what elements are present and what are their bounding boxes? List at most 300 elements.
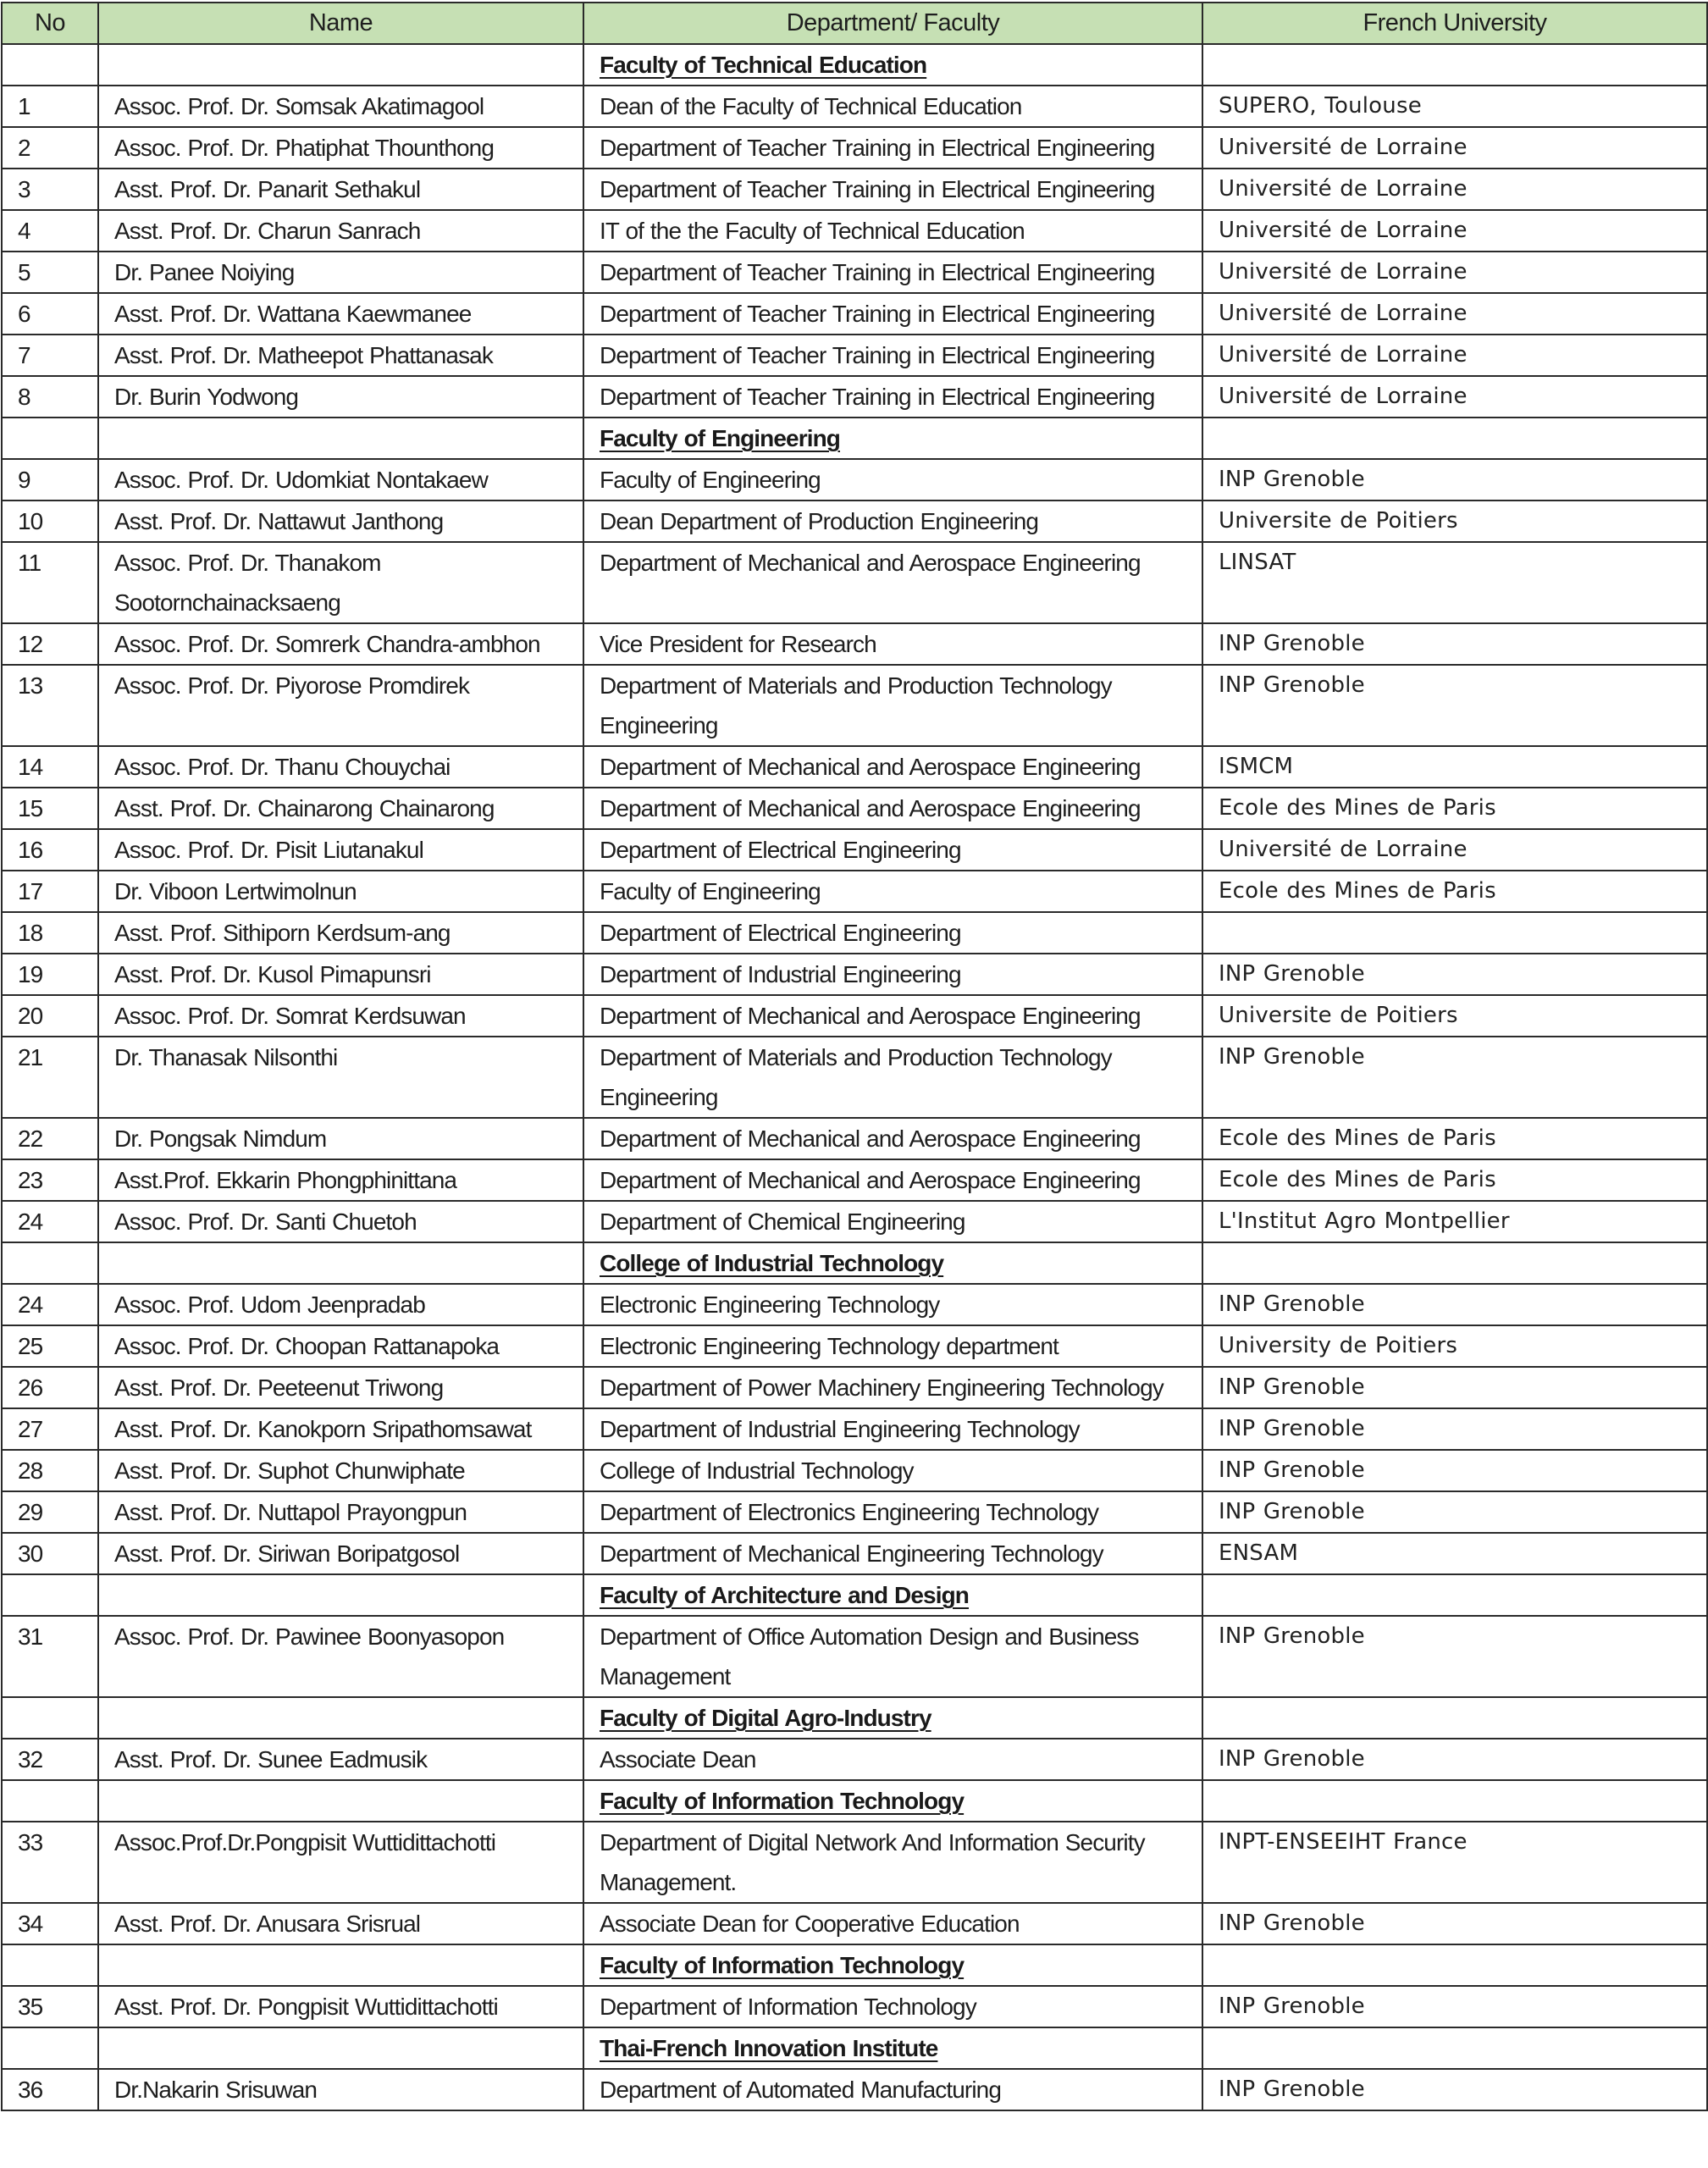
row-number: 3 bbox=[18, 176, 30, 202]
university-cell bbox=[1202, 86, 1707, 127]
section-no-cell bbox=[2, 2027, 98, 2069]
name-cell bbox=[98, 829, 583, 871]
name-cell bbox=[98, 788, 583, 829]
table-row bbox=[2, 912, 1707, 954]
french-university: Université de Lorraine bbox=[1219, 837, 1468, 862]
department-cell bbox=[583, 1325, 1202, 1367]
row-number: 4 bbox=[18, 218, 30, 244]
section-no-cell bbox=[2, 1697, 98, 1739]
department-cell bbox=[583, 746, 1202, 788]
header-row bbox=[2, 3, 1707, 44]
section-row bbox=[2, 1574, 1707, 1616]
university-cell bbox=[1202, 1822, 1707, 1903]
person-name: Asst. Prof. Dr. Sunee Eadmusik bbox=[114, 1746, 428, 1773]
person-name: Assoc. Prof. Dr. Thanu Chouychai bbox=[114, 754, 450, 780]
table-row bbox=[2, 2069, 1707, 2110]
department-cell bbox=[583, 1159, 1202, 1201]
section-row bbox=[2, 1697, 1707, 1739]
french-university: INP Grenoble bbox=[1219, 467, 1365, 492]
department-cell bbox=[583, 376, 1202, 418]
row-number: 24 bbox=[18, 1208, 43, 1235]
name-cell bbox=[98, 1822, 583, 1903]
no-cell bbox=[2, 1533, 98, 1574]
section-university-cell bbox=[1202, 1697, 1707, 1739]
no-cell bbox=[2, 210, 98, 252]
university-cell bbox=[1202, 871, 1707, 912]
row-number: 33 bbox=[18, 1829, 43, 1856]
section-row bbox=[2, 1242, 1707, 1284]
section-no-cell bbox=[2, 1574, 98, 1616]
section-name-cell bbox=[98, 2027, 583, 2069]
name-cell bbox=[98, 210, 583, 252]
person-name: Asst. Prof. Dr. Charun Sanrach bbox=[114, 218, 421, 244]
person-name: Dr. Viboon Lertwimolnun bbox=[114, 878, 357, 904]
section-title: Faculty of Information Technology bbox=[600, 1952, 965, 1978]
section-name-cell bbox=[98, 1780, 583, 1822]
person-name: Asst. Prof. Dr. Panarit Sethakul bbox=[114, 176, 421, 202]
university-cell bbox=[1202, 623, 1707, 665]
person-name: Dr. Thanasak Nilsonthi bbox=[114, 1044, 338, 1070]
row-number: 23 bbox=[18, 1167, 43, 1193]
row-number: 15 bbox=[18, 795, 43, 821]
university-cell bbox=[1202, 995, 1707, 1037]
french-university: INP Grenoble bbox=[1219, 1044, 1365, 1070]
section-title: College of Industrial Technology bbox=[600, 1250, 944, 1276]
name-cell bbox=[98, 871, 583, 912]
no-cell bbox=[2, 829, 98, 871]
person-name: Asst. Prof. Dr. Peeteenut Triwong bbox=[114, 1374, 444, 1401]
department-name: Department of Power Machinery Engineering Technology bbox=[600, 1374, 1164, 1401]
table-row bbox=[2, 871, 1707, 912]
university-cell bbox=[1202, 459, 1707, 501]
no-cell bbox=[2, 542, 98, 623]
no-cell bbox=[2, 665, 98, 746]
person-name: Assoc. Prof. Dr. Udomkiat Nontakaew bbox=[114, 467, 488, 493]
department-cell bbox=[583, 1616, 1202, 1697]
french-university: University de Poitiers bbox=[1219, 1333, 1458, 1358]
person-name: Asst.Prof. Ekkarin Phongphinittana bbox=[114, 1167, 457, 1193]
french-university: Université de Lorraine bbox=[1219, 342, 1468, 368]
university-cell bbox=[1202, 1284, 1707, 1325]
row-number: 31 bbox=[18, 1623, 43, 1650]
french-university: ISMCM bbox=[1219, 754, 1294, 779]
department-name: Electronic Engineering Technology bbox=[600, 1291, 940, 1318]
person-name: Assoc. Prof. Udom Jeenpradab bbox=[114, 1291, 425, 1318]
section-university-cell bbox=[1202, 2027, 1707, 2069]
department-name: Department of Teacher Training in Electrical Engineering bbox=[600, 384, 1155, 410]
french-university: Université de Lorraine bbox=[1219, 259, 1468, 285]
section-title-cell bbox=[583, 1697, 1202, 1739]
department-cell bbox=[583, 169, 1202, 210]
table-row bbox=[2, 1367, 1707, 1408]
french-university: INP Grenoble bbox=[1219, 1457, 1365, 1483]
no-cell bbox=[2, 127, 98, 169]
table-row bbox=[2, 501, 1707, 542]
table-row bbox=[2, 86, 1707, 127]
department-cell bbox=[583, 954, 1202, 995]
section-no-cell bbox=[2, 1780, 98, 1822]
department-cell bbox=[583, 1367, 1202, 1408]
table-row bbox=[2, 335, 1707, 376]
table-row bbox=[2, 1450, 1707, 1491]
university-cell bbox=[1202, 1450, 1707, 1491]
no-cell bbox=[2, 954, 98, 995]
department-name: Associate Dean for Cooperative Education bbox=[600, 1911, 1020, 1937]
person-name: Asst. Prof. Dr. Pongpisit Wuttidittachotti bbox=[114, 1994, 498, 2020]
row-number: 28 bbox=[18, 1457, 43, 1484]
name-cell bbox=[98, 293, 583, 335]
person-name: Assoc. Prof. Dr. Somsak Akatimagool bbox=[114, 93, 484, 119]
french-university: Universite de Poitiers bbox=[1219, 508, 1458, 534]
table-row bbox=[2, 252, 1707, 293]
french-university: INP Grenoble bbox=[1219, 2077, 1365, 2102]
department-name: Department of Teacher Training in Electrical Engineering bbox=[600, 176, 1155, 202]
name-cell bbox=[98, 1408, 583, 1450]
name-cell bbox=[98, 1903, 583, 1944]
row-number: 19 bbox=[18, 961, 43, 987]
section-university-cell bbox=[1202, 1944, 1707, 1986]
table-row bbox=[2, 1903, 1707, 1944]
person-name: Assoc. Prof. Dr. Choopan Rattanapoka bbox=[114, 1333, 500, 1359]
section-name-cell bbox=[98, 44, 583, 86]
section-title: Faculty of Architecture and Design bbox=[600, 1582, 970, 1608]
french-university: Universite de Poitiers bbox=[1219, 1003, 1458, 1028]
department-name: Department of Industrial Engineering Technology bbox=[600, 1416, 1080, 1442]
university-cell bbox=[1202, 1201, 1707, 1242]
person-name: Asst. Prof. Dr. Kanokporn Sripathomsawat bbox=[114, 1416, 532, 1442]
university-cell bbox=[1202, 1903, 1707, 1944]
department-name: Department of Teacher Training in Electrical Engineering bbox=[600, 135, 1155, 161]
row-number: 26 bbox=[18, 1374, 43, 1401]
person-name: Assoc. Prof. Dr. Somrerk Chandra-ambhon bbox=[114, 631, 540, 657]
department-name: Vice President for Research bbox=[600, 631, 876, 657]
university-cell bbox=[1202, 1325, 1707, 1367]
department-name: Department of Materials and Production Technology Engineering bbox=[600, 1044, 1112, 1110]
university-cell bbox=[1202, 665, 1707, 746]
no-cell bbox=[2, 252, 98, 293]
person-name: Asst. Prof. Dr. Nattawut Janthong bbox=[114, 508, 444, 534]
department-cell bbox=[583, 1533, 1202, 1574]
section-title-cell bbox=[583, 418, 1202, 459]
section-row bbox=[2, 44, 1707, 86]
university-cell bbox=[1202, 127, 1707, 169]
university-cell bbox=[1202, 252, 1707, 293]
section-no-cell bbox=[2, 1944, 98, 1986]
university-cell bbox=[1202, 1616, 1707, 1697]
row-number: 8 bbox=[18, 384, 30, 410]
section-title-cell bbox=[583, 1780, 1202, 1822]
no-cell bbox=[2, 169, 98, 210]
name-cell bbox=[98, 542, 583, 623]
name-cell bbox=[98, 169, 583, 210]
no-cell bbox=[2, 1616, 98, 1697]
name-cell bbox=[98, 376, 583, 418]
university-cell bbox=[1202, 501, 1707, 542]
no-cell bbox=[2, 995, 98, 1037]
department-cell bbox=[583, 1201, 1202, 1242]
row-number: 25 bbox=[18, 1333, 43, 1359]
table-row bbox=[2, 954, 1707, 995]
french-university: INP Grenoble bbox=[1219, 1994, 1365, 2019]
university-cell bbox=[1202, 1037, 1707, 1118]
person-name: Assoc. Prof. Dr. Pisit Liutanakul bbox=[114, 837, 423, 863]
row-number: 7 bbox=[18, 342, 30, 368]
no-cell bbox=[2, 1284, 98, 1325]
department-name: Associate Dean bbox=[600, 1746, 756, 1773]
table-row bbox=[2, 746, 1707, 788]
department-name: Department of Digital Network And Information Security Management. bbox=[600, 1829, 1145, 1895]
person-name: Asst. Prof. Dr. Chainarong Chainarong bbox=[114, 795, 495, 821]
person-name: Dr.Nakarin Srisuwan bbox=[114, 2077, 318, 2103]
name-cell bbox=[98, 335, 583, 376]
name-cell bbox=[98, 954, 583, 995]
university-cell bbox=[1202, 335, 1707, 376]
department-name: Faculty of Engineering bbox=[600, 467, 821, 493]
department-cell bbox=[583, 1284, 1202, 1325]
no-cell bbox=[2, 788, 98, 829]
university-cell bbox=[1202, 293, 1707, 335]
person-name: Assoc. Prof. Dr. Piyorose Promdirek bbox=[114, 672, 470, 699]
french-university: LINSAT bbox=[1219, 550, 1296, 575]
document-sheet bbox=[1, 2, 1706, 2111]
name-cell bbox=[98, 1325, 583, 1367]
department-cell bbox=[583, 1986, 1202, 2027]
french-university: SUPERO, Toulouse bbox=[1219, 93, 1422, 119]
table-row bbox=[2, 1201, 1707, 1242]
department-cell bbox=[583, 1408, 1202, 1450]
university-cell bbox=[1202, 542, 1707, 623]
section-no-cell bbox=[2, 44, 98, 86]
department-cell bbox=[583, 542, 1202, 623]
row-number: 17 bbox=[18, 878, 43, 904]
person-name: Asst. Prof. Dr. Siriwan Boripatgosol bbox=[114, 1540, 460, 1567]
department-cell bbox=[583, 1822, 1202, 1903]
name-cell bbox=[98, 623, 583, 665]
department-cell bbox=[583, 871, 1202, 912]
no-cell bbox=[2, 1201, 98, 1242]
table-row bbox=[2, 1118, 1707, 1159]
university-cell bbox=[1202, 210, 1707, 252]
row-number: 36 bbox=[18, 2077, 43, 2103]
name-cell bbox=[98, 459, 583, 501]
university-cell bbox=[1202, 746, 1707, 788]
name-cell bbox=[98, 86, 583, 127]
person-name: Assoc. Prof. Dr. Thanakom Sootornchainacksaeng bbox=[114, 550, 381, 616]
no-cell bbox=[2, 1491, 98, 1533]
section-title-cell bbox=[583, 2027, 1202, 2069]
no-cell bbox=[2, 746, 98, 788]
french-university: INP Grenoble bbox=[1219, 961, 1365, 987]
department-name: IT of the the Faculty of Technical Education bbox=[600, 218, 1025, 244]
no-cell bbox=[2, 501, 98, 542]
table-row bbox=[2, 1037, 1707, 1118]
name-cell bbox=[98, 1159, 583, 1201]
section-name-cell bbox=[98, 1944, 583, 1986]
name-cell bbox=[98, 665, 583, 746]
department-name: Department of Mechanical and Aerospace Engineering bbox=[600, 1003, 1141, 1029]
table-row bbox=[2, 1491, 1707, 1533]
no-cell bbox=[2, 912, 98, 954]
name-cell bbox=[98, 1616, 583, 1697]
department-cell bbox=[583, 623, 1202, 665]
table-row bbox=[2, 829, 1707, 871]
name-cell bbox=[98, 912, 583, 954]
section-name-cell bbox=[98, 1697, 583, 1739]
french-university: L'Institut Agro Montpellier bbox=[1219, 1208, 1510, 1234]
section-title: Faculty of Technical Education bbox=[600, 52, 927, 78]
no-cell bbox=[2, 1986, 98, 2027]
section-title-cell bbox=[583, 1944, 1202, 1986]
no-cell bbox=[2, 871, 98, 912]
row-number: 34 bbox=[18, 1911, 43, 1937]
no-cell bbox=[2, 335, 98, 376]
row-number: 30 bbox=[18, 1540, 43, 1567]
french-university: Ecole des Mines de Paris bbox=[1219, 1125, 1496, 1151]
table-body bbox=[2, 44, 1707, 2110]
university-cell bbox=[1202, 829, 1707, 871]
no-cell bbox=[2, 376, 98, 418]
french-university: INP Grenoble bbox=[1219, 631, 1365, 656]
university-cell bbox=[1202, 1986, 1707, 2027]
person-name: Asst. Prof. Dr. Anusara Srisrual bbox=[114, 1911, 421, 1937]
no-cell bbox=[2, 1159, 98, 1201]
french-university: Université de Lorraine bbox=[1219, 218, 1468, 243]
person-name: Asst. Prof. Dr. Nuttapol Prayongpun bbox=[114, 1499, 467, 1525]
name-cell bbox=[98, 1533, 583, 1574]
person-name: Assoc.Prof.Dr.Pongpisit Wuttidittachotti bbox=[114, 1829, 496, 1856]
header-no: No bbox=[2, 3, 98, 44]
name-cell bbox=[98, 995, 583, 1037]
person-name: Asst. Prof. Dr. Kusol Pimapunsri bbox=[114, 961, 431, 987]
table-row bbox=[2, 169, 1707, 210]
department-name: Department of Teacher Training in Electrical Engineering bbox=[600, 342, 1155, 368]
department-cell bbox=[583, 501, 1202, 542]
person-name: Dr. Burin Yodwong bbox=[114, 384, 299, 410]
department-name: Department of Office Automation Design and Business Management bbox=[600, 1623, 1139, 1690]
row-number: 2 bbox=[18, 135, 30, 161]
french-university: INPT-ENSEEIHT France bbox=[1219, 1829, 1468, 1855]
department-cell bbox=[583, 335, 1202, 376]
department-name: Department of Mechanical and Aerospace Engineering bbox=[600, 795, 1141, 821]
name-cell bbox=[98, 252, 583, 293]
french-university: INP Grenoble bbox=[1219, 1291, 1365, 1317]
faculty-roster-table bbox=[1, 2, 1708, 2111]
table-row bbox=[2, 459, 1707, 501]
person-name: Dr. Pongsak Nimdum bbox=[114, 1125, 327, 1152]
french-university: INP Grenoble bbox=[1219, 1499, 1365, 1524]
no-cell bbox=[2, 459, 98, 501]
table-row bbox=[2, 1986, 1707, 2027]
university-cell bbox=[1202, 1491, 1707, 1533]
table-row bbox=[2, 1284, 1707, 1325]
row-number: 32 bbox=[18, 1746, 43, 1773]
department-cell bbox=[583, 995, 1202, 1037]
department-cell bbox=[583, 1903, 1202, 1944]
no-cell bbox=[2, 1903, 98, 1944]
department-cell bbox=[583, 1037, 1202, 1118]
name-cell bbox=[98, 127, 583, 169]
name-cell bbox=[98, 1367, 583, 1408]
row-number: 24 bbox=[18, 1291, 43, 1318]
name-cell bbox=[98, 501, 583, 542]
table-header bbox=[2, 3, 1707, 44]
row-number: 35 bbox=[18, 1994, 43, 2020]
department-cell bbox=[583, 1118, 1202, 1159]
department-cell bbox=[583, 127, 1202, 169]
row-number: 27 bbox=[18, 1416, 43, 1442]
row-number: 18 bbox=[18, 920, 43, 946]
department-cell bbox=[583, 252, 1202, 293]
french-university: INP Grenoble bbox=[1219, 1623, 1365, 1649]
section-row bbox=[2, 1780, 1707, 1822]
person-name: Asst. Prof. Dr. Suphot Chunwiphate bbox=[114, 1457, 465, 1484]
department-name: Department of Teacher Training in Electrical Engineering bbox=[600, 259, 1155, 285]
table-row bbox=[2, 665, 1707, 746]
department-name: Department of Mechanical and Aerospace Engineering bbox=[600, 550, 1141, 576]
header-department: Department/ Faculty bbox=[583, 3, 1202, 44]
department-name: Department of Automated Manufacturing bbox=[600, 2077, 1001, 2103]
french-university: Ecole des Mines de Paris bbox=[1219, 878, 1496, 904]
no-cell bbox=[2, 1822, 98, 1903]
department-cell bbox=[583, 293, 1202, 335]
name-cell bbox=[98, 1450, 583, 1491]
section-no-cell bbox=[2, 418, 98, 459]
university-cell bbox=[1202, 376, 1707, 418]
department-cell bbox=[583, 829, 1202, 871]
department-cell bbox=[583, 2069, 1202, 2110]
row-number: 22 bbox=[18, 1125, 43, 1152]
table-row bbox=[2, 1822, 1707, 1903]
name-cell bbox=[98, 2069, 583, 2110]
person-name: Asst. Prof. Sithiporn Kerdsum-ang bbox=[114, 920, 450, 946]
department-name: College of Industrial Technology bbox=[600, 1457, 914, 1484]
department-cell bbox=[583, 788, 1202, 829]
university-cell bbox=[1202, 788, 1707, 829]
no-cell bbox=[2, 1739, 98, 1780]
table-row bbox=[2, 1159, 1707, 1201]
department-name: Dean Department of Production Engineering bbox=[600, 508, 1039, 534]
department-name: Department of Teacher Training in Electrical Engineering bbox=[600, 301, 1155, 327]
person-name: Asst. Prof. Dr. Matheepot Phattanasak bbox=[114, 342, 493, 368]
name-cell bbox=[98, 1118, 583, 1159]
row-number: 9 bbox=[18, 467, 30, 493]
french-university: INP Grenoble bbox=[1219, 1416, 1365, 1441]
department-cell bbox=[583, 665, 1202, 746]
section-name-cell bbox=[98, 418, 583, 459]
no-cell bbox=[2, 293, 98, 335]
department-name: Department of Mechanical and Aerospace Engineering bbox=[600, 1167, 1141, 1193]
section-name-cell bbox=[98, 1242, 583, 1284]
no-cell bbox=[2, 1037, 98, 1118]
header-name: Name bbox=[98, 3, 583, 44]
french-university: INP Grenoble bbox=[1219, 1374, 1365, 1400]
university-cell bbox=[1202, 1533, 1707, 1574]
department-name: Department of Electrical Engineering bbox=[600, 837, 961, 863]
section-title-cell bbox=[583, 44, 1202, 86]
table-row bbox=[2, 1325, 1707, 1367]
french-university: Université de Lorraine bbox=[1219, 176, 1468, 202]
section-university-cell bbox=[1202, 44, 1707, 86]
department-name: Electronic Engineering Technology department bbox=[600, 1333, 1059, 1359]
person-name: Dr. Panee Noiying bbox=[114, 259, 295, 285]
department-cell bbox=[583, 210, 1202, 252]
department-name: Department of Mechanical and Aerospace Engineering bbox=[600, 754, 1141, 780]
section-name-cell bbox=[98, 1574, 583, 1616]
department-name: Department of Mechanical and Aerospace Engineering bbox=[600, 1125, 1141, 1152]
row-number: 20 bbox=[18, 1003, 43, 1029]
department-cell bbox=[583, 459, 1202, 501]
section-title-cell bbox=[583, 1242, 1202, 1284]
